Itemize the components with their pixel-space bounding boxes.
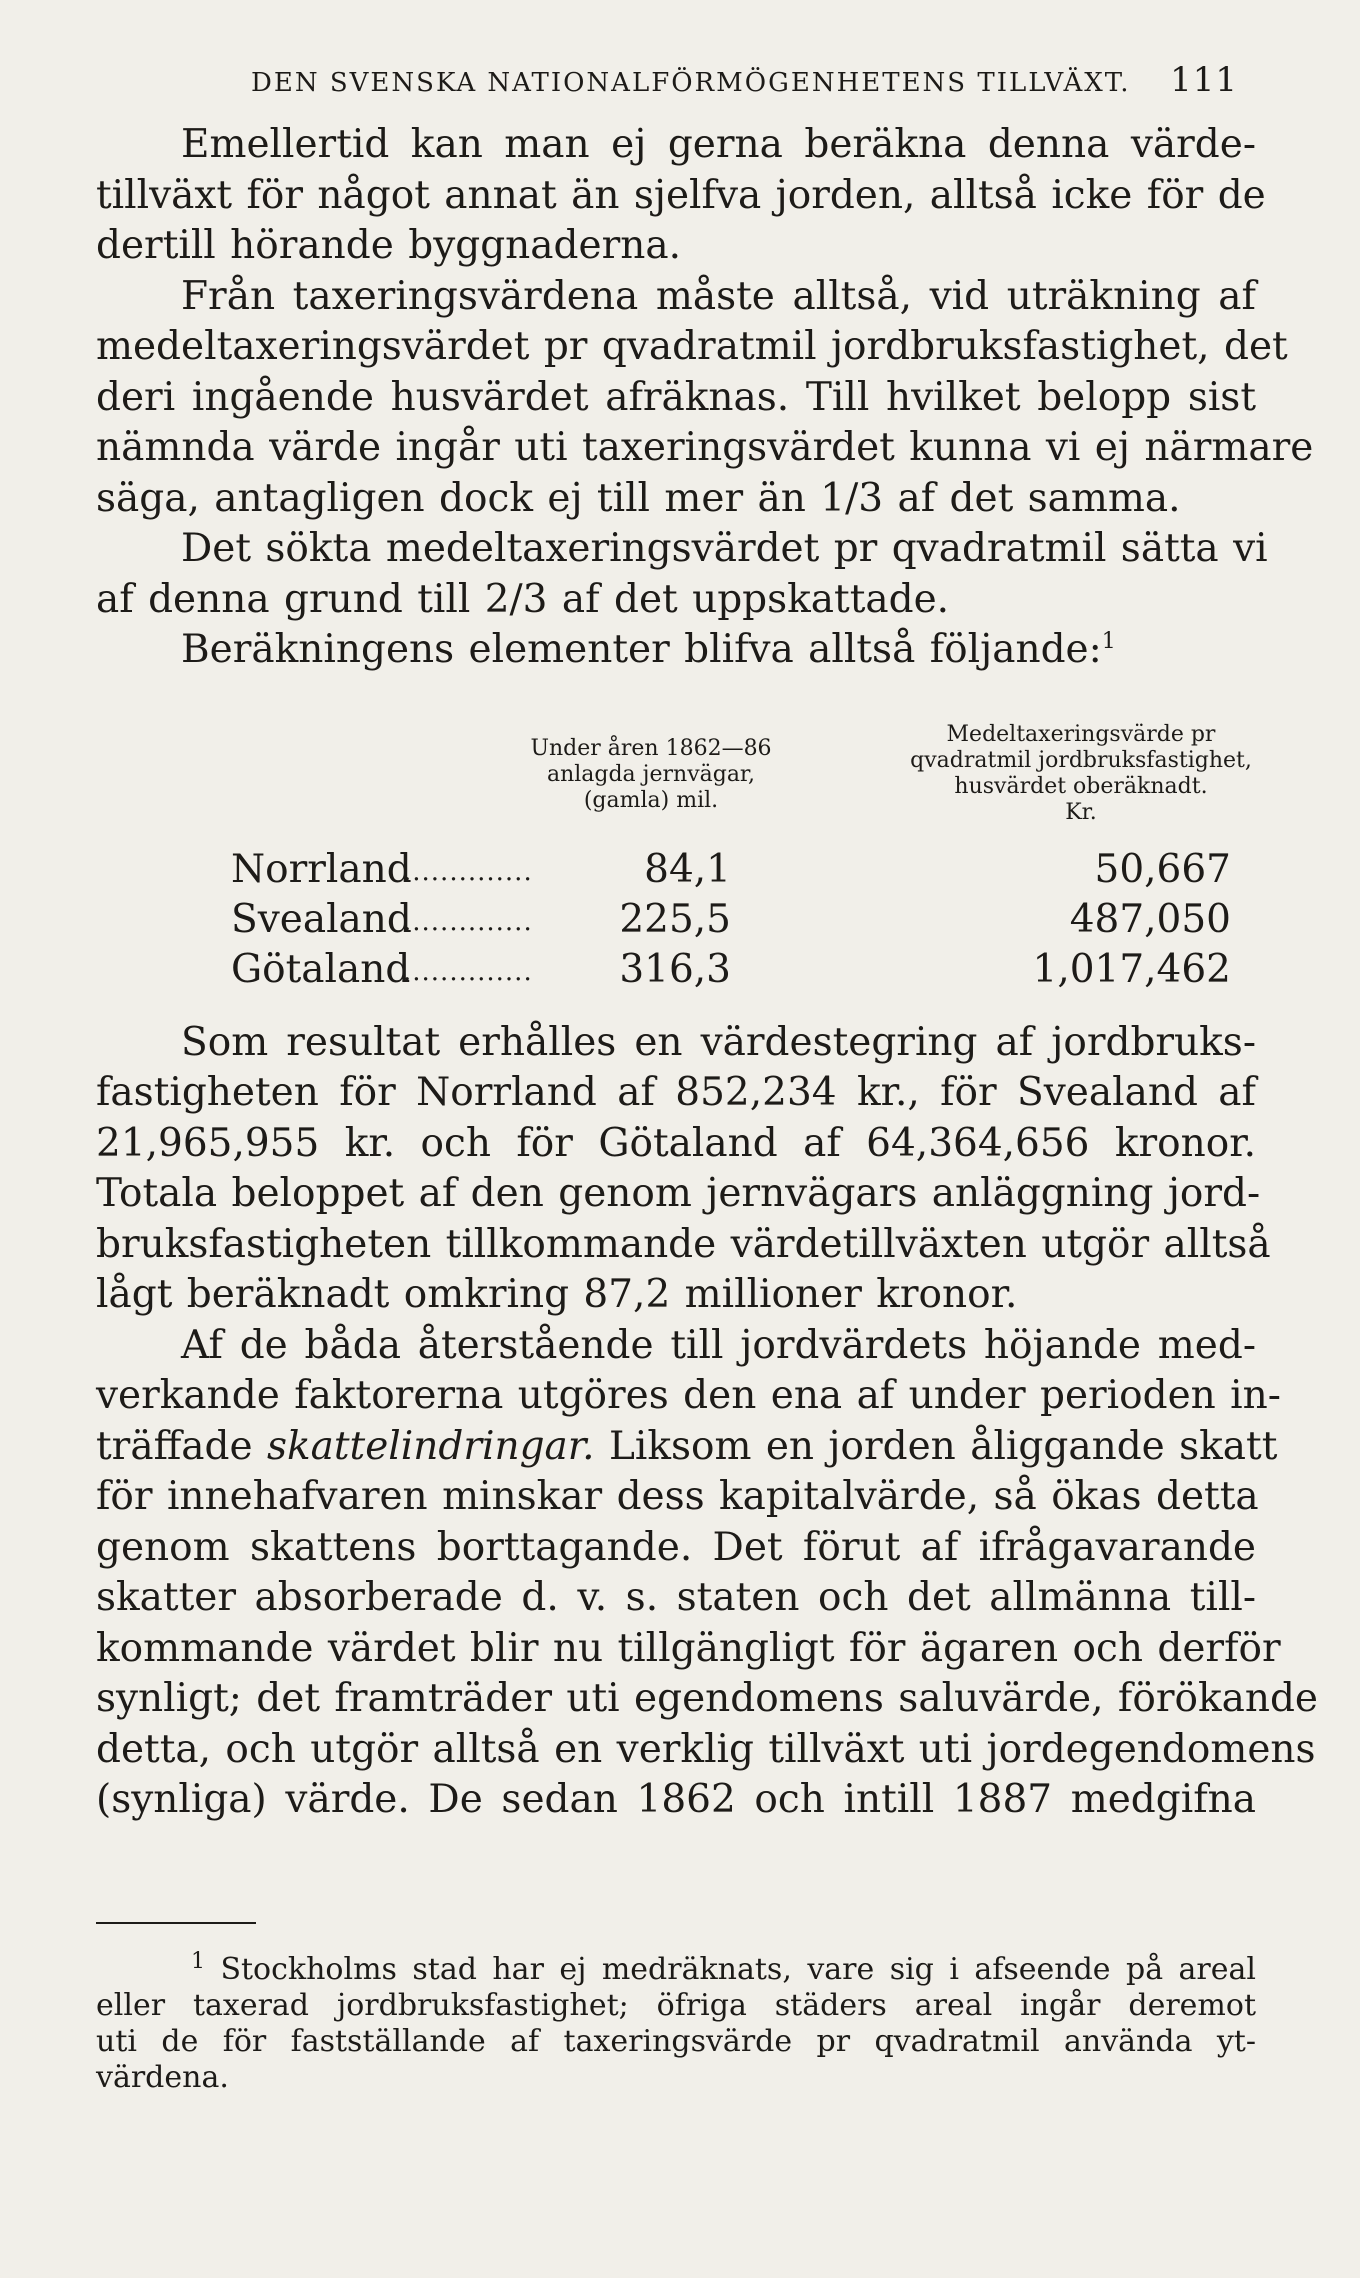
header-line: Kr.	[1065, 799, 1097, 825]
leader-dots: ..............	[403, 956, 533, 987]
text-line: för innehafvaren minskar dess kapitalvärde, så ökas detta	[96, 1474, 1259, 1519]
header-line: (gamla) mil.	[583, 787, 719, 813]
column-header-value	[871, 722, 1291, 826]
railway-length: 225,5	[619, 896, 731, 942]
page-number: 111	[1170, 60, 1238, 100]
text-line: tillväxt för något annat än sjelfva jorden, alltså icke för de	[96, 172, 1266, 218]
footnote-reference: 1	[1101, 629, 1116, 654]
header-line: anlagda jernvägar,	[546, 761, 756, 787]
text-fragment: Liksom en jorden åliggande skatt	[608, 1423, 1278, 1469]
text-line: bruksfastigheten tillkommande värdetillväxten utgör alltså	[96, 1221, 1271, 1267]
text-line: verkande faktorerna utgöres den ena af under perioden in-	[96, 1373, 1281, 1418]
text-line: nämnda värde ingår uti taxeringsvärdet kunna vi ej närmare	[96, 425, 1314, 470]
assessed-value: 1,017,462	[1032, 946, 1231, 992]
region-name: Norrland	[231, 846, 412, 892]
region-name: Götaland	[231, 946, 411, 992]
footnote-rule	[96, 1922, 256, 1924]
header-line: qvadratmil jordbruksfastighet,	[910, 747, 1252, 773]
table-row	[231, 946, 1231, 994]
fraction: 1/3	[820, 475, 884, 521]
text-fragment: Stockholms stad har ej medräknats, vare sig i afseende på areal	[220, 1952, 1256, 1987]
text-line: lågt beräknadt omkring 87,2 millioner kronor.	[96, 1272, 1018, 1317]
text-line: fastigheten för Norrland af 852,234 kr., för Svealand af	[96, 1070, 1256, 1115]
text-line: skatter absorberade d. v. s. staten och det allmänna till-	[96, 1575, 1256, 1620]
paragraph-4	[96, 625, 1256, 676]
text-line: genom skattens borttagande. Det förut af ifrågavarande	[96, 1524, 1256, 1570]
paragraph-3	[96, 524, 1268, 625]
italic-term: skattelindringar.	[266, 1423, 595, 1469]
statistics-table	[96, 698, 1256, 998]
text-line	[96, 1422, 1278, 1473]
page-body	[96, 60, 1319, 1826]
footnote-marker: 1	[191, 1949, 205, 1974]
text-line: uti de för fastställande af taxeringsvärde pr qvadratmil använda yt-	[96, 2024, 1256, 2059]
header-line: Medeltaxeringsvärde pr	[946, 721, 1216, 747]
text-line	[96, 575, 1256, 626]
footnote	[96, 1949, 1256, 2096]
text-line: Emellertid kan man ej gerna beräkna denna värde-	[181, 122, 1256, 167]
assessed-value: 50,667	[1094, 846, 1231, 892]
column-header-railways	[471, 736, 831, 814]
table-row	[231, 896, 1231, 944]
text-fragment: träffade	[96, 1423, 253, 1469]
paragraph-tax-relief	[96, 1321, 1319, 1826]
text-line: Som resultat erhålles en värdestegring af jordbruks-	[181, 1019, 1256, 1065]
railway-length: 84,1	[644, 846, 731, 892]
text-line: (synliga) värde. De sedan 1862 och intill 1887 medgifna	[96, 1777, 1256, 1822]
text-line	[96, 1949, 1256, 1988]
text-line: Totala beloppet af den genom jernvägars anläggning jord-	[96, 1171, 1261, 1216]
text-fragment: af det uppskattade.	[561, 576, 950, 622]
paragraph-1	[96, 120, 1266, 272]
text-line: dertill hörande byggnaderna.	[96, 223, 681, 268]
header-line: Under åren 1862—86	[530, 735, 772, 761]
fraction: 2/3	[484, 576, 548, 622]
text-fragment: af det samma.	[897, 475, 1181, 521]
text-line: värdena.	[96, 2060, 229, 2095]
railway-length: 316,3	[619, 946, 731, 992]
text-fragment: af denna grund till	[96, 576, 471, 622]
leader-dots: ..............	[403, 906, 533, 937]
text-line: medeltaxeringsvärdet pr qvadratmil jordbruksfastighet, det	[96, 324, 1288, 369]
text-line	[96, 625, 1256, 676]
table-row	[231, 846, 1231, 894]
paragraph-result	[96, 1018, 1271, 1321]
running-head	[251, 60, 1238, 120]
text-line: deri ingående husvärdet afräknas. Till hvilket belopp sist	[96, 374, 1256, 420]
paragraph-2	[96, 272, 1314, 525]
leader-dots: ..............	[403, 856, 533, 887]
text-fragment: säga, antagligen dock ej till mer än	[96, 475, 806, 521]
text-fragment: Beräkningens elementer blifva alltså följande:	[181, 627, 1102, 672]
header-line: husvärdet oberäknadt.	[954, 773, 1208, 799]
region-name: Svealand	[231, 896, 412, 942]
text-line: Af de båda återstående till jordvärdets höjande med-	[181, 1322, 1256, 1368]
text-line	[96, 474, 1256, 525]
text-line: synligt; det framträder uti egendomens saluvärde, förökande	[96, 1676, 1319, 1721]
assessed-value: 487,050	[1069, 896, 1231, 942]
running-head-title: DEN SVENSKA NATIONALFÖRMÖGENHETENS TILLVÄXT.	[251, 68, 1131, 98]
text-line: Det sökta medeltaxeringsvärdet pr qvadratmil sätta vi	[181, 526, 1268, 571]
text-line: detta, och utgör alltså en verklig tillväxt uti jordegendomens	[96, 1726, 1316, 1772]
text-line: Från taxeringsvärdena måste alltså, vid uträkning af	[181, 273, 1256, 319]
text-line: 21,965,955 kr. och för Götaland af 64,364,656 kronor.	[96, 1120, 1256, 1166]
text-line: eller taxerad jordbruksfastighet; öfriga städers areal ingår deremot	[96, 1988, 1256, 2023]
text-line: kommande värdet blir nu tillgängligt för ägaren och derför	[96, 1625, 1281, 1671]
